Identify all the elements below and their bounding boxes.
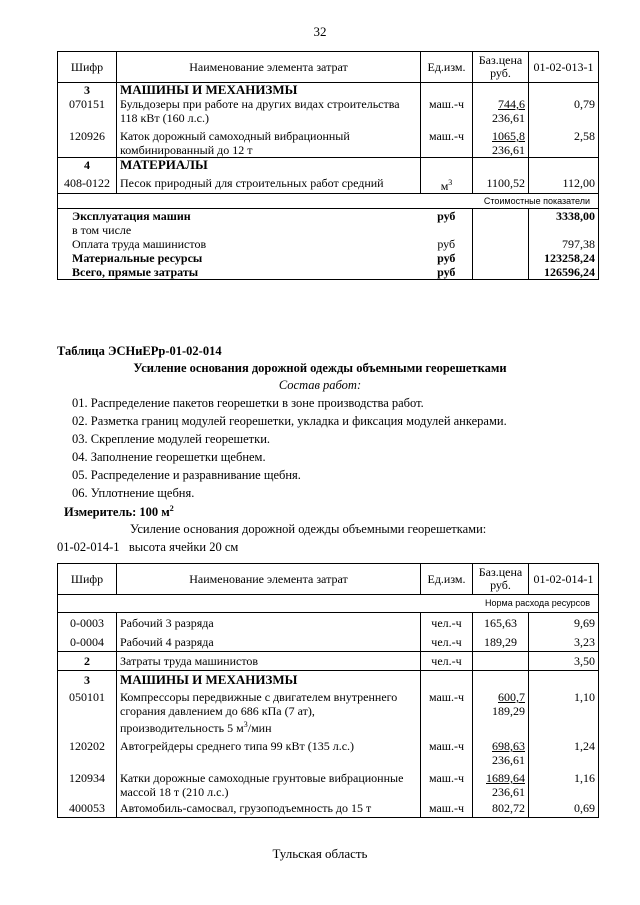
table-row: 120926 Каток дорожный самоходный вибрационный комбинированный до 12 т маш.-ч 1065,8 236,61 2,58 bbox=[58, 125, 599, 158]
table-row: 0-0003 Рабочий 3 разряда чел.-ч 165,63 9,69 bbox=[58, 613, 599, 633]
col-price-header: Баз.цена руб. bbox=[473, 52, 529, 83]
table-row: 0-0004 Рабочий 4 разряда чел.-ч 189,29 3,23 bbox=[58, 632, 599, 652]
col-unit-header: Ед.изм. bbox=[421, 52, 473, 83]
work-item: 06. Уплотнение щебня. bbox=[72, 486, 195, 500]
cost-table-01-02-014-1 bbox=[57, 563, 599, 818]
table-row: 050101 Компрессоры передвижные с двигателем внутреннего сгорания давлением до 686 кПа (7 ат), производительность 5 $м^3$/мин маш.-ч 600,7 189,29 1,10 bbox=[58, 687, 599, 735]
summary-row: Всего, прямые затраты руб 126596,24 bbox=[58, 265, 599, 280]
table-header-row bbox=[58, 564, 599, 595]
work-item: 05. Распределение и разравнивание щебня. bbox=[72, 468, 301, 482]
summary-row: Эксплуатация машин руб 3338,00 bbox=[58, 209, 599, 224]
cost-table-01-02-013-1 bbox=[57, 51, 599, 280]
note-row: Норма расхода ресурсов bbox=[58, 595, 599, 613]
summary-row: в том числе bbox=[58, 223, 599, 237]
table-row: 120202 Автогрейдеры среднего типа 99 кВт (135 л.с.) маш.-ч 698,63 236,61 1,24 bbox=[58, 735, 599, 767]
work-item: 03. Скрепление модулей георешетки. bbox=[72, 432, 271, 446]
section-row: 2 Затраты труда машинистов чел.-ч 3,50 bbox=[58, 652, 599, 671]
table-row: 070151 Бульдозеры при работе на других видах строительства 118 кВт (160 л.с.) маш.-ч 744,6 236,61 0,79 bbox=[58, 97, 599, 125]
table-title: Таблица ЭСНиЕРр-01-02-014 bbox=[57, 344, 222, 358]
note-row: Стоимостные показатели bbox=[58, 194, 599, 209]
section-row: 3 МАШИНЫ И МЕХАНИЗМЫ bbox=[58, 671, 599, 688]
col-name-header: Наименование элемента затрат bbox=[117, 52, 421, 83]
col-price-header: Баз.цена руб. bbox=[473, 564, 529, 595]
work-item: 04. Заполнение георешетки щебнем. bbox=[72, 450, 266, 464]
col-ref-header: 01-02-013-1 bbox=[529, 52, 599, 83]
work-item: 01. Распределение пакетов георешетки в зоне производства работ. bbox=[72, 396, 424, 410]
summary-row: Материальные ресурсы руб 123258,24 bbox=[58, 251, 599, 265]
section-row: 3 МАШИНЫ И МЕХАНИЗМЫ bbox=[58, 83, 599, 98]
composition-label: Состав работ: bbox=[278, 378, 362, 392]
col-name-header: Наименование элемента затрат bbox=[117, 564, 421, 595]
footer-region: Тульская область bbox=[272, 846, 368, 861]
col-code-header: Шифр bbox=[58, 564, 117, 595]
variant-label: 01-02-014-1 высота ячейки 20 см bbox=[57, 540, 239, 554]
subheading: Усиление основания дорожной одежды объемными георешетками: bbox=[130, 522, 487, 536]
summary-row: Оплата труда машинистов руб 797,38 bbox=[58, 237, 599, 251]
page-number: 32 bbox=[313, 24, 327, 39]
table-row: 408-0122 Песок природный для строительных работ средний $м^3$ 1100,52 112,00 bbox=[58, 172, 599, 194]
section-row: 4 МАТЕРИАЛЫ bbox=[58, 158, 599, 173]
table-row: 120934 Катки дорожные самоходные грунтовые вибрационные массой 18 т (210 л.с.) маш.-ч 1689,64 236,61 1,16 bbox=[58, 767, 599, 799]
col-unit-header: Ед.изм. bbox=[421, 564, 473, 595]
work-item: 02. Разметка границ модулей георешетки, укладка и фиксация модулей анкерами. bbox=[72, 414, 507, 428]
table-row: 400053 Автомобиль-самосвал, грузоподъемность до 15 т маш.-ч 802,72 0,69 bbox=[58, 799, 599, 818]
col-code-header: Шифр bbox=[58, 52, 117, 83]
measure-label: Измеритель: 100 $м^2$ bbox=[64, 504, 174, 520]
table-header-row bbox=[58, 52, 599, 83]
section-heading: Усиление основания дорожной одежды объемными георешетками bbox=[133, 361, 507, 375]
col-ref-header: 01-02-014-1 bbox=[529, 564, 599, 595]
